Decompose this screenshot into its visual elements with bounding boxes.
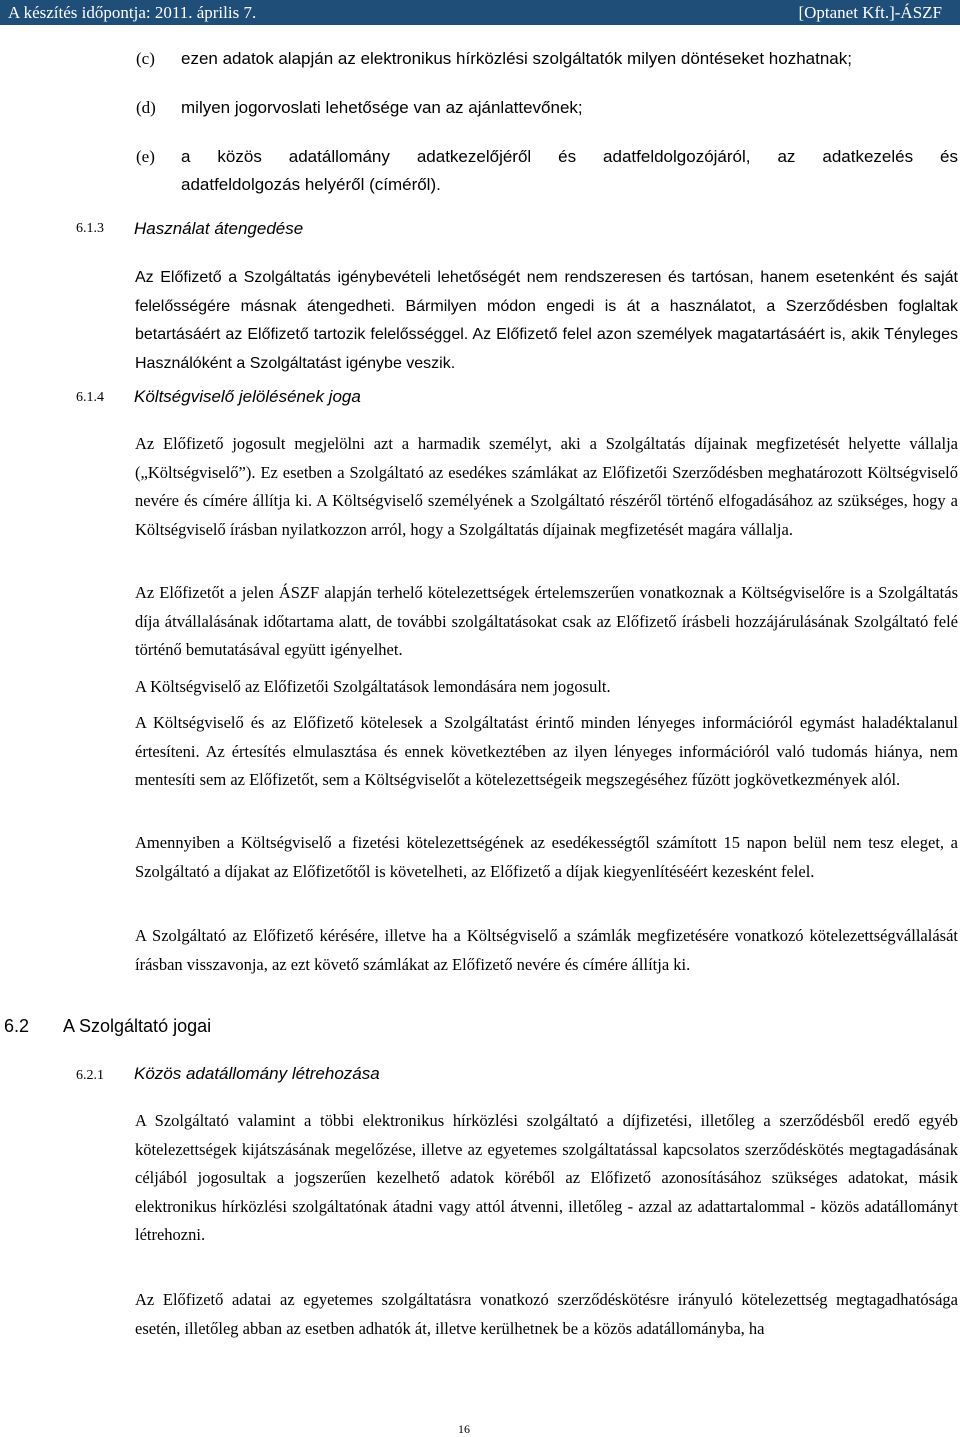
page-number: 16: [458, 1422, 470, 1436]
section-number: 6.1.3: [76, 221, 104, 236]
list-text-line1: a közös adatállomány adatkezelőjéről és adatfeldolgozójáról, az adatkezelés és: [181, 147, 958, 166]
list-text-line2: adatfeldolgozás helyéről (címéről).: [181, 175, 441, 194]
list-label: (c): [136, 49, 155, 68]
paragraph: A Szolgáltató az Előfizető kérésére, illetve ha a Költségviselő a számlák megfizetésére vonatkozó kötelezettségvállalását írásban visszavonja, az ezt követő számlákat az Előfizető nevére és címére állítja ki.: [135, 926, 958, 974]
paragraph: A Szolgáltató valamint a többi elektronikus hírközlési szolgáltató a díjfizetési, illetőleg a szerződésből eredő egyéb kötelezettségek kijátszásának megelőzése, illetve az egyetemes szolgáltatással kapcsolatos szerződéskötés megtagadásának céljából jogosultak a jogszerűen kezelhető adatok köréből az Előfizető azonosításához szükséges adatokat, másik elektronikus hírközlési szolgáltatónak átadni vagy attól átvenni, illetőleg - azzal az adattartalommal - közös adatállományt létrehozni.: [135, 1111, 958, 1245]
paragraph: Az Előfizető jogosult megjelölni azt a harmadik személyt, aki a Szolgáltatás díjainak megfizetését helyette vállalja („Költségviselő”). Ez esetben a Szolgáltató az esedékes számlákat az Előfizetői Szerződésben meghatározott Költségviselő nevére és címére állítja ki. A Költségviselő személyének a Szolgáltató részéről történő elfogadásához az szükséges, hogy a Költségviselő írásban nyilatkozzon arról, hogy a Szolgáltatás díjainak megfizetését magára vállalja.: [135, 434, 958, 539]
paragraph: Az Előfizető adatai az egyetemes szolgáltatásra vonatkozó szerződéskötésre irányuló kötelezettség megtagadhatósága esetén, illetőleg abban az esetben adhatók át, illetve kerülhetnek be a közös adatállományba, ha: [135, 1290, 958, 1338]
paragraph: Az Előfizető a Szolgáltatás igénybevételi lehetőségét nem rendszeresen és tartósan, hanem esetenként és saját felelősségére másnak átengedheti. Bármilyen módon engedi is át a használatot, a Szerződésben foglaltak betartásáért az Előfizető tartozik felelősséggel. Az Előfizető felel azon személyek magatartásáért is, akik Tényleges Használóként a Szolgáltatást igénybe veszik.: [135, 269, 958, 372]
section-title: Használat átengedése: [134, 219, 304, 238]
paragraph: Az Előfizetőt a jelen ÁSZF alapján terhelő kötelezettségek értelemszerűen vonatkoznak a Költségviselőre is a Szolgáltatás díja átvállalásának időtartama alatt, de további szolgáltatásokat csak az Előfizető írásbeli hozzájárulásának Szolgáltató felé történő bemutatásával együtt igényelhet.: [135, 583, 958, 660]
header-company: [Optanet Kft.]-ÁSZF: [798, 3, 942, 22]
section-title: Költségviselő jelölésének joga: [134, 387, 361, 406]
list-label: (d): [136, 98, 156, 117]
paragraph: A Költségviselő az Előfizetői Szolgáltatások lemondására nem jogosult.: [135, 677, 611, 696]
section-title: Közös adatállomány létrehozása: [134, 1064, 380, 1083]
paragraph: A Költségviselő és az Előfizető kötelesek a Szolgáltatást érintő minden lényeges információról egymást haladéktalanul értesíteni. Az értesítés elmulasztása és ennek következtében az ilyen lényeges információról való tudomás hiánya, nem mentesíti sem az Előfizetőt, sem a Költségviselőt a kötelezettségeik megszegéséhez fűzött jogkövetkezmények alól.: [135, 713, 958, 790]
section-number: 6.2: [4, 1016, 30, 1036]
paragraph: Amennyiben a Költségviselő a fizetési kötelezettségének az esedékességtől számított 15 napon belül nem tesz eleget, a Szolgáltató a díjakat az Előfizetőtől is követelheti, az Előfizető a díjak kiegyenlítéséért kezesként felel.: [135, 833, 958, 881]
header-date: A készítés időpontja: 2011. április 7.: [8, 3, 257, 22]
list-label: (e): [136, 147, 155, 166]
page-header: [0, 0, 960, 25]
section-title: A Szolgáltató jogai: [63, 1016, 212, 1036]
list-text: ezen adatok alapján az elektronikus hírközlési szolgáltatók milyen döntéseket hozhatnak;: [181, 49, 852, 68]
list-text: milyen jogorvoslati lehetősége van az ajánlattevőnek;: [181, 98, 583, 117]
section-number: 6.2.1: [76, 1068, 104, 1083]
section-number: 6.1.4: [76, 390, 104, 405]
